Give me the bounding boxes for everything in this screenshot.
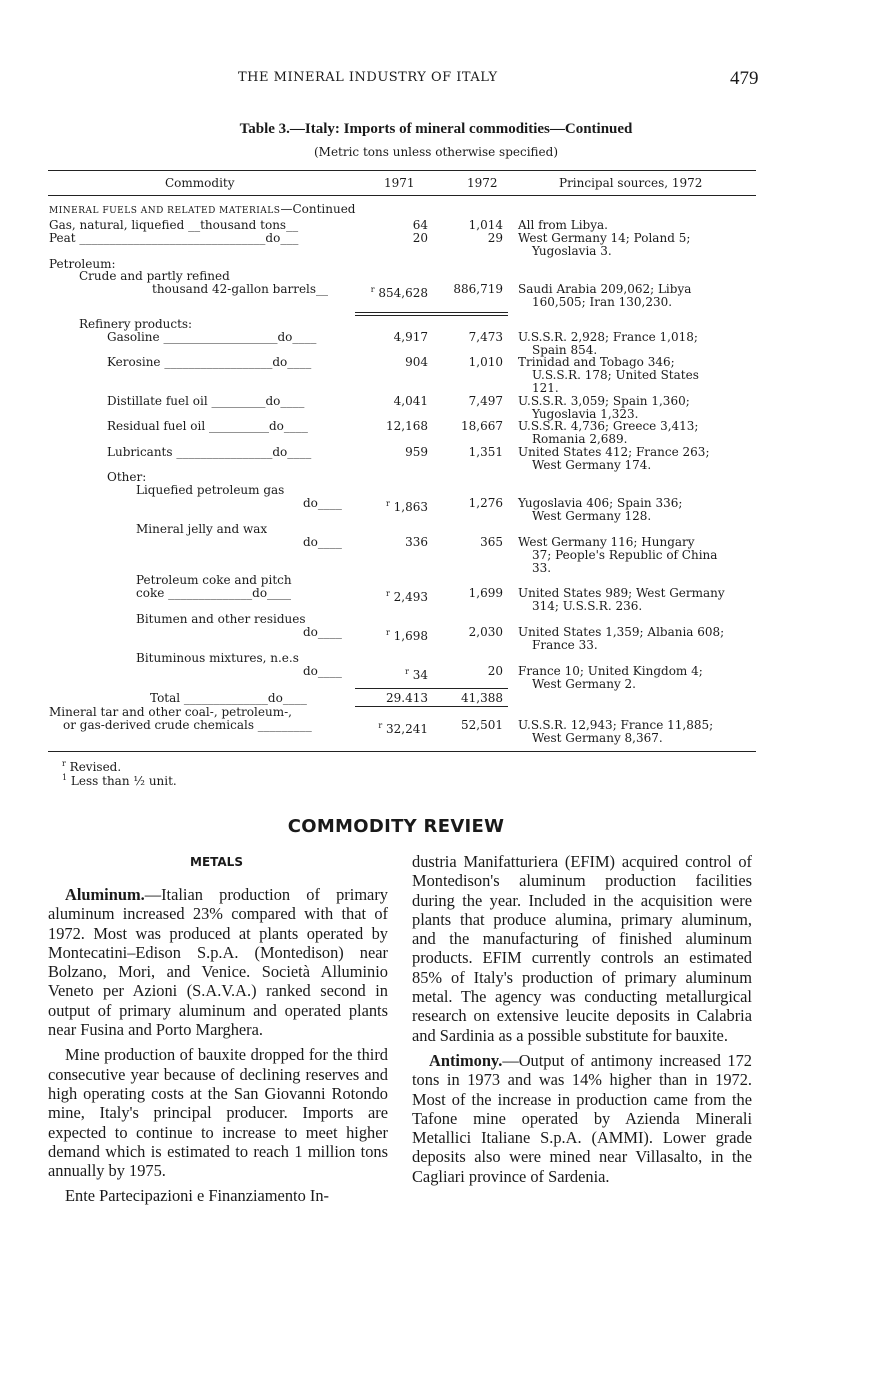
table-bottom-rule [48,751,756,752]
row-1972: 7,497 [468,394,503,408]
row-source: United States 412; France 263; [518,445,710,459]
row-label: Gasoline ___________________do____ [107,330,317,344]
table-top-rule [48,170,756,171]
footnote-revised: $^r$ Revised. [62,759,122,774]
row-label: Liquefied petroleum gas [136,483,285,497]
paragraph: dustria Manifatturiera (EFIM) acquired control of Montedison's aluminum production facilities during the year. Included in the acquisition were plants that produce alumina, primary aluminum, and the manufacturing of finished aluminum products. EFIM currently controls an estimated 85% of Italy's production of primary aluminum metal. The agency was conducting metallurgical research on extensive leucite deposits in Calabria and Sardinia as a possible substitute for bauxite. [412,852,752,1045]
row-1972: 7,473 [468,330,503,344]
row-source: U.S.S.R. 12,943; France 11,885; [518,718,714,732]
row-1971: 904 [405,355,428,369]
row-1971: $^r$ 32,241 [378,721,428,736]
row-label: Mineral tar and other coal-, petroleum-, [49,705,292,719]
col-header-1971: 1971 [384,176,415,190]
row-1972: 1,351 [468,445,503,459]
row-label: thousand 42-gallon barrels__ [152,282,329,296]
row-source: 37; People's Republic of China [532,548,718,562]
row-source: U.S.S.R. 4,736; Greece 3,413; [518,419,699,433]
left-column [48,885,388,1206]
row-source: All from Libya. [518,218,608,232]
paragraph: Aluminum.—Italian production of primary aluminum increased 23% compared with that of 1972. Most was produced at plants operated by Montecatini–Edison S.p.A. (Montedison) near Bolzano, Mori, and Venice. Società Alluminio Veneto per Azioni (S.A.V.A.) ranked second in output of primary aluminum and operated plants near Fusina and Porto Marghera. [48,885,388,1040]
table-header-rule [48,195,756,196]
row-source: 314; U.S.S.R. 236. [532,599,643,613]
row-label: Kerosine __________________do____ [107,355,312,369]
row-1971: $^r$ 854,628 [370,285,428,300]
table-title: Table 3.—Italy: Imports of mineral commodities—Continued [239,121,633,137]
row-label: Bituminous mixtures, n.e.s [136,651,299,665]
row-source: West Germany 128. [532,509,652,523]
row-source: Romania 2,689. [532,432,628,446]
row-label: do____ [303,664,342,678]
row-source: 33. [532,561,552,575]
row-1972: 1,699 [468,586,503,600]
row-label: Mineral jelly and wax [136,522,268,536]
row-1972: 1,276 [468,496,503,510]
double-rule [355,312,508,313]
col-header-sources: Principal sources, 1972 [559,176,703,190]
row-1972: 20 [487,664,503,678]
row-1971: 4,041 [393,394,428,408]
row-1972: 365 [480,535,503,549]
row-label: Distillate fuel oil _________do____ [107,394,305,408]
footnote-less: $^1$ Less than ½ unit. [62,773,177,788]
paragraph: Antimony.—Output of antimony increased 172 tons in 1973 and was 14% higher than in 1972. Most of the increase in production came from the Tafone mine operated by Azienda Minerali Metallici Italiane S.p.A. (AMMI). Lower grade deposits also were mined near Villasalto, in the Cagliari province of Sardenia. [412,1050,752,1186]
col-header-1972: 1972 [467,176,498,190]
row-label: Crude and partly refined [79,269,230,283]
row-1972: 886,719 [453,282,503,296]
section-title: COMMODITY REVIEW [287,816,505,837]
section-heading: MINERAL FUELS AND RELATED MATERIALS—Continued [49,202,356,216]
total-rule [355,706,508,707]
row-source: 121. [532,381,559,395]
total-rule [355,688,508,689]
running-head: THE MINERAL INDUSTRY OF ITALY [238,70,498,85]
row-1971: $^r$ 2,493 [385,589,428,604]
row-1971: 64 [412,218,428,232]
row-label: or gas-derived crude chemicals _________ [63,718,312,732]
row-1971: 12,168 [386,419,428,433]
row-1972: 29 [487,231,503,245]
row-label: Gas, natural, liquefied __thousand tons__ [49,218,299,232]
right-column [412,852,752,1186]
row-label: do____ [303,625,342,639]
row-label: Lubricants ________________do____ [107,445,312,459]
row-source: Saudi Arabia 209,062; Libya [518,282,692,296]
row-1972: 41,388 [461,691,503,705]
row-label: do____ [303,535,342,549]
row-source: Spain 854. [532,343,598,357]
row-source: France 33. [532,638,598,652]
row-source: United States 989; West Germany [518,586,725,600]
row-source: Trinidad and Tobago 346; [518,355,675,369]
row-label: Peat _______________________________do___ [49,231,299,245]
row-1972: 18,667 [461,419,503,433]
row-1971: $^r$ 34 [405,667,428,682]
double-rule [355,315,508,316]
row-source: U.S.S.R. 3,059; Spain 1,360; [518,394,690,408]
row-label: Residual fuel oil __________do____ [107,419,308,433]
row-label: Refinery products: [79,317,193,331]
row-1971: $^r$ 1,863 [385,499,428,514]
row-source: Yugoslavia 406; Spain 336; [518,496,683,510]
row-1971: 959 [405,445,428,459]
paragraph: Mine production of bauxite dropped for the third consecutive year because of declining reserves and high operating costs at the San Giovanni Rotondo mine, Italy's principal producer. Imports are expected to continue to increase to meet higher demand which is estimated to reach 1 million tons annually by 1975. [48,1045,388,1181]
row-1972: 2,030 [468,625,503,639]
row-source: West Germany 116; Hungary [518,535,695,549]
row-1971: 4,917 [393,330,428,344]
row-1971: 29.413 [386,691,428,705]
paragraph: Ente Partecipazioni e Finanziamento In- [65,1186,329,1206]
row-label: Total ______________do____ [150,691,307,705]
table-subtitle: (Metric tons unless otherwise specified) [313,145,559,159]
row-1971: 336 [405,535,428,549]
row-source: West Germany 2. [532,677,636,691]
row-source: Yugoslavia 1,323. [532,407,639,421]
row-1972: 1,014 [468,218,503,232]
page-number: 479 [730,68,759,89]
row-source: U.S.S.R. 2,928; France 1,018; [518,330,698,344]
row-1972: 52,501 [461,718,503,732]
row-source: France 10; United Kingdom 4; [518,664,703,678]
row-label: coke ______________do____ [136,586,292,600]
col-header-commodity: Commodity [165,176,235,190]
row-source: United States 1,359; Albania 608; [518,625,725,639]
row-label: Other: [107,470,147,484]
subsection-metals: METALS [190,855,243,869]
row-label: Petroleum coke and pitch [136,573,292,587]
row-source: West Germany 14; Poland 5; [518,231,691,245]
row-source: U.S.S.R. 178; United States [532,368,699,382]
row-label: Bitumen and other residues [136,612,306,626]
row-source: West Germany 174. [532,458,652,472]
row-1971: 20 [412,231,428,245]
row-1971: $^r$ 1,698 [385,628,428,643]
row-label: Petroleum: [49,257,116,271]
row-label: do____ [303,496,342,510]
row-source: Yugoslavia 3. [532,244,612,258]
row-1972: 1,010 [468,355,503,369]
row-source: 160,505; Iran 130,230. [532,295,673,309]
row-source: West Germany 8,367. [532,731,663,745]
